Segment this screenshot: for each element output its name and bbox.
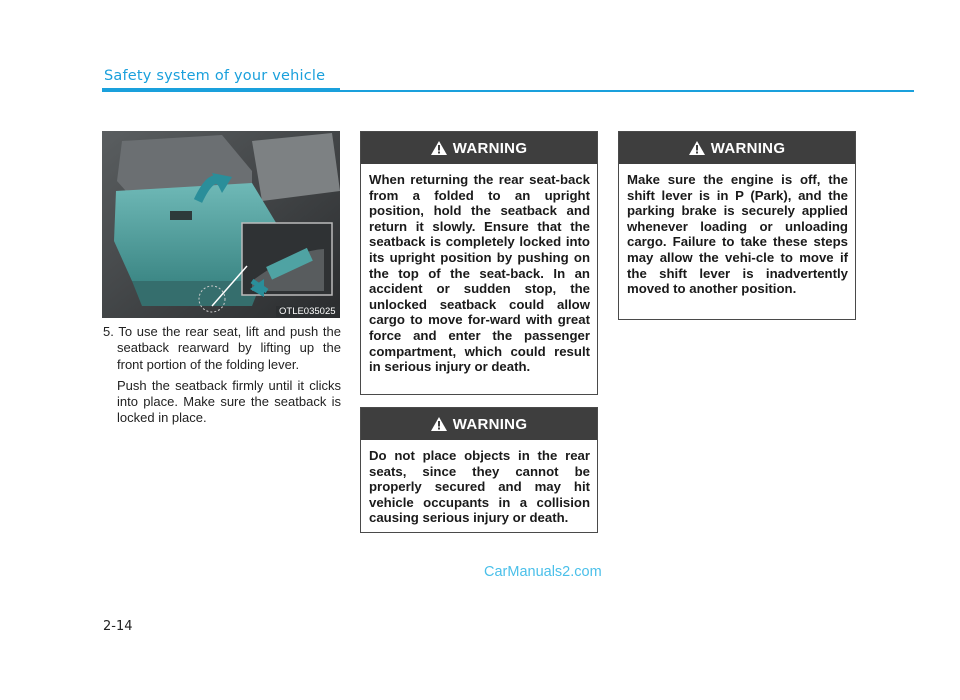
- header-rule-accent: [102, 88, 340, 92]
- warning-box-rear-seats: [360, 407, 598, 533]
- warning-title: WARNING: [452, 139, 528, 157]
- step-5-instructions: [103, 324, 341, 427]
- warning-title: WARNING: [710, 139, 786, 157]
- step-5-text: 5. To use the rear seat, lift and push the seatback rearward by lifting up the front portion of the folding lever.: [103, 324, 341, 372]
- warning-triangle-icon: [689, 141, 705, 155]
- warning-title: WARNING: [452, 415, 528, 433]
- warning-header: [361, 132, 597, 164]
- warning-triangle-icon: [431, 417, 447, 431]
- warning-header: [619, 132, 855, 164]
- figure-code: OTLE035025: [276, 306, 339, 317]
- warning-header: [361, 408, 597, 440]
- section-title: Safety system of your vehicle: [104, 68, 326, 84]
- warning-triangle-icon: [431, 141, 447, 155]
- step-5-detail: Push the seatback firmly until it clicks into place. Make sure the seatback is locked in place.: [117, 377, 341, 426]
- header-rule: [340, 90, 914, 92]
- rear-seat-photo: [102, 131, 340, 318]
- watermark-link[interactable]: CarManuals2.com: [484, 564, 602, 580]
- page-number: 2-14: [103, 619, 133, 634]
- warning-text: When returning the rear seat-back from a folded to an upright position, hold the seatback and return it slowly. Ensure that the seatback is completely locked into its upright position by pushing on the top of the seat-back. In an accident or sudden stop, the unlocked seatback could allow cargo to move for-ward with great force and enter the passenger compartment, which could result in serious injury or death.: [369, 172, 590, 375]
- warning-text: Do not place objects in the rear seats, since they cannot be properly secured and may hit vehicle occupants in a collision causing serious injury or death.: [369, 448, 590, 526]
- warning-box-engine-off: [618, 131, 856, 320]
- warning-text: Make sure the engine is off, the shift lever is in P (Park), and the parking brake is securely applied whenever loading or unloading cargo. Failure to take these steps may allow the vehi-cle to move if the shift lever is inadvertently moved to another position.: [627, 172, 848, 297]
- warning-box-seatback: [360, 131, 598, 395]
